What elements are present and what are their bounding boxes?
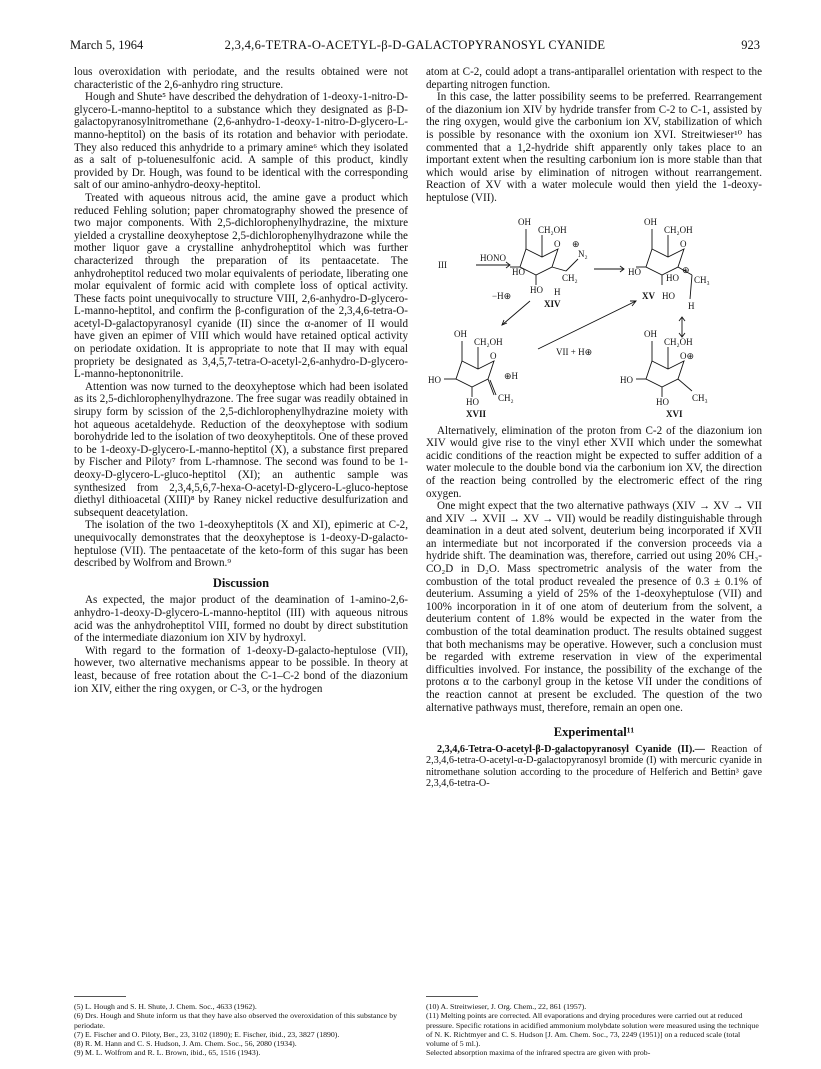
paragraph: One might expect that the two alternative pathways (XIV → XV → VII and XIV → XVII → XV → VII) would be readily distinguishable through deamination in a deut ated solvent, deuterium being incorporated if XVII an intermediate but not incorporated if the conversion proceeds via a hydride shift. The deamination was, therefore, carried out using 20% CH₃-CO₂D in D₂O. Mass spectrometric analysis of the water from the combustion of the total product revealed the presence of 0.3 ± 0.1% of deuterium. Assuming a yield of 25% of the 1-deoxyheptulose (VII) and 100% incorporation in it of one atom of deuterium from the solvent, a deuterium content of 1.8% would be expected in the water from the combustion of the total deamination product. The results obtained suggest that both mechanisms may be operative. However, such a conclusion must be regarded with extreme reservation in view of the experimental difficulties involved. For instance, the possibility of the exchange of the protons α to the carbonyl group in the ketose VII under the conditions of the reaction cannot at present be excluded. The question of the two alternative pathways must, therefore, remain an open one. — [426, 500, 762, 714]
paragraph: Hough and Shute⁵ have described the dehydration of 1-deoxy-1-nitro-D-glycero-L-manno-heptitol to a substance which they designated as β-D-galactopyranosylnitromethane (2,6-anhydro-1-deoxy-1-nitro-D-glycero-L-manno-heptitol) on the basis of its rotation and behavior with periodate. They also reduced this anhydride to a primary amine⁶ which they isolated as a salt of p-toluenesulfonic acid. A sample of this product, kindly provided by Dr. Hough, was found to be identical with the corresponding salt of our amino-anhydro-deoxy-heptitol. — [74, 91, 408, 192]
footnote: (9) M. L. Wolfrom and R. L. Brown, ibid., 65, 1516 (1943). — [74, 1048, 261, 1058]
paragraph: lous overoxidation with periodate, and the results obtained were not characteristic of the 2,6-anhydro ring structure. — [74, 66, 408, 91]
scheme-label: HO — [628, 266, 641, 277]
scheme-label: ⊕H — [504, 370, 519, 381]
compound-heading: 2,3,4,6-Tetra-O-acetyl-β-D-galactopyranosyl Cyanide (II).— — [437, 743, 705, 755]
scheme-label: OH — [518, 216, 531, 227]
reaction-scheme — [426, 209, 762, 421]
scheme-label: −H⊕ — [492, 290, 512, 301]
scheme-label: HO — [466, 396, 479, 407]
scheme-label: H — [688, 300, 695, 311]
page-number: 923 — [741, 38, 760, 52]
scheme-label: CH₂ — [562, 272, 578, 283]
footnote: Selected absorption maxima of the infrared spectra are given with prob- — [426, 1048, 651, 1058]
scheme-label: XV — [642, 290, 655, 301]
left-column — [74, 66, 408, 695]
scheme-label: O — [490, 350, 497, 361]
scheme-label: XVII — [466, 408, 487, 419]
scheme-label: OH — [454, 328, 467, 339]
scheme-label: HO — [666, 272, 679, 283]
footnote: (5) L. Hough and S. H. Shute, J. Chem. Soc., 4633 (1962). — [74, 1002, 257, 1011]
discussion-heading: Discussion — [212, 575, 270, 590]
scheme-label: HO — [530, 284, 543, 295]
scheme-label: CH₂OH — [474, 336, 503, 347]
footnote: (10) A. Streitwieser, J. Org. Chem., 22, 861 (1957). — [426, 1002, 587, 1011]
scheme-label: O — [554, 238, 561, 249]
header-title: 2,3,4,6-TETRA-O-ACETYL-β-D-GALACTOPYRANOSYL CYANIDE — [224, 38, 606, 52]
paragraph: In this case, the latter possibility seems to be preferred. Rearrangement of the diazonium ion XIV by hydride transfer from C-2 to C-1, assisted by the ring oxygen, would give the carbonium ion XV, stabilization of which is possible by resonance with the oxonium ion XVI. Streitwieser¹⁰ has commented that a 1,2-hydride shift apparently only takes place to an important extent when the resulting carbonium ion is more stable than that which would arise by elimination of nitrogen without rearrangement. Reaction of XV with a water molecule would then yield the 1-deoxy-heptulose (VII). — [426, 91, 762, 204]
footnote: (7) E. Fischer and O. Piloty, Ber., 23, 3102 (1890); E. Fischer, ibid., 23, 3827 (1890). — [74, 1029, 340, 1039]
footnotes-left — [74, 1002, 408, 1058]
scheme-label: CH₂OH — [664, 224, 693, 235]
scheme-drawing — [426, 209, 762, 421]
footnotes-right — [426, 1002, 762, 1058]
scheme-label: HO — [512, 266, 525, 277]
paragraph: As expected, the major product of the deamination of 1-amino-2,6-anhydro-1-deoxy-D-glycero-L-manno-heptitol (III) with aqueous nitrous acid was the anhydroheptitol VIII, formed no doubt by direct substitution of the intermediate diazonium ion XIV by hydroxyl. — [74, 594, 408, 645]
footnote: (11) Melting points are corrected. All evaporations and drying procedures were carried out at reduced pressure. Specific rotations in acidified ammonium molybdate solution were measured using the technique of N. K. Richtmyer and C. S. Hudson [J. Am. Chem. Soc., 73, 2249 (1951)] on a reduced scale (total volume of 5 ml.). — [426, 1011, 759, 1049]
paragraph: The isolation of the two 1-deoxyheptitols (X and XI), epimeric at C-2, unequivocally demonstrates that the deoxyheptose is 1-deoxy-D-galacto-heptulose (VII). The pentaacetate of the keto-form of this sugar has been described by Wolfrom and Brown.⁹ — [74, 519, 408, 570]
scheme-label: ⊕ — [572, 238, 580, 249]
paragraph: Treated with aqueous nitrous acid, the amine gave a product which reduced Fehling solution; paper chromatography showed the presence of two major components. With 2,5-dichlorophenylhydrazine, the mixture yielded a crystalline deoxyheptose 2,5-dichlorophenylhydrazone while the mother liquor gave a crystalline anhydroheptitol which was further characterized through the preparation of its pentaacetate. The anhydroheptitol reduced two molar equivalents of periodate, liberating one molar equivalent of formic acid with complete loss of optical activity. These facts point unequivocally to structure VIII, 2,6-anhydro-D-glycero-L-manno-heptitol, and confirm the β-configuration of the 2,3,4,6-tetra-O-acetyl-D-galactopyranosyl cyanide (II) since the α-anomer of II would have given an epimer of VIII which would have retained optical activity on periodate oxidation. It is appropriate to note that II may with equal propriety be designated as 3,4,5,7-tetra-O-acetyl-2,6-anhydro-D-glycero-L-manno-heptononitrile. — [74, 191, 408, 381]
paragraph: With regard to the formation of 1-deoxy-D-galacto-heptulose (VII), however, two alternative mechanisms appear to be possible. In theory at least, because of free rotation about the C-1–C-2 bond of the diazonium ion XIV, either the ring oxygen, or C-3, or the hydrogen — [74, 644, 408, 695]
running-header — [70, 38, 760, 54]
scheme-label: XIV — [544, 298, 561, 309]
scheme-label: HO — [656, 396, 669, 407]
scheme-label: OH — [644, 216, 657, 227]
scheme-label: HO — [428, 374, 441, 385]
paragraph: Attention was now turned to the deoxyheptose which had been isolated as its 2,5-dichlorophenylhydrazone. The free sugar was readily obtained in sirupy form by scission of the 2,5-dichlorophenylhydrazine moiety with hot aqueous acetaldehyde. Reduction of the deoxyheptose with sodium borohydride led to the isolation of two deoxyheptitols. One of these proved to be 1-deoxy-D-glycero-L-manno-heptitol (X), a substance first prepared by Fischer and Piloty⁷ from L-rhamnose. The second was found to be 1-deoxy-D-glycero-L-gluco-heptitol (XI); an authentic sample was synthesized from 2,3,4,5,6,7-hexa-O-acetyl-D-glycero-L-gluco-heptose diethyl dithioacetal (XIII)⁸ by Raney nickel reductive desulfurization and subsequent deacetylation. — [74, 380, 408, 519]
scheme-label: HONO — [480, 252, 506, 263]
scheme-label: O⊕ — [680, 350, 695, 361]
scheme-label: O — [680, 238, 687, 249]
scheme-label: CH₃ — [694, 274, 710, 285]
header-date: March 5, 1964 — [70, 38, 144, 52]
scheme-label: HO — [620, 374, 633, 385]
scheme-label: H — [554, 286, 561, 297]
scheme-label: XVI — [666, 408, 683, 419]
scheme-label: VII + H⊕ — [556, 346, 593, 357]
scheme-label: CH₂OH — [538, 224, 567, 235]
scheme-label: HO — [662, 290, 675, 301]
paragraph: Reaction of 2,3,4,6-tetra-O-acetyl-α-D-galactopyranosyl bromide (I) with mercuric cyanide in nitromethane solution according to the procedure of Helferich and Bettin³ gave 2,3,4,6-tetra-O- — [426, 743, 763, 789]
paragraph: atom at C-2, could adopt a trans-antiparallel orientation with respect to the departing nitrogen function. — [426, 66, 762, 91]
experimental-heading: Experimental¹¹ — [553, 725, 635, 740]
footnote: (6) Drs. Hough and Shute inform us that they have also observed the overoxidation of this substance by periodate. — [74, 1011, 398, 1030]
scheme-label: CH₃ — [692, 392, 708, 403]
scheme-label: CH₂ — [498, 392, 514, 403]
right-column — [426, 66, 762, 789]
footnote-rule — [74, 996, 126, 997]
scheme-label: OH — [644, 328, 657, 339]
scheme-label: N₂ — [578, 248, 588, 259]
scheme-label: III — [438, 259, 447, 270]
scheme-label: ⊕ — [682, 264, 690, 275]
scheme-label: CH₂OH — [664, 336, 693, 347]
footnote-rule — [426, 996, 478, 997]
paragraph: Alternatively, elimination of the proton from C-2 of the diazonium ion XIV would give rise to the vinyl ether XVII which under the somewhat acidic conditions of the reaction might be expected to suffer addition of a water molecule to the double bond via the carbonium ion XV, the direction of the reaction being controlled by the electromeric effect of the ring oxygen. — [426, 424, 762, 500]
footnote: (8) R. M. Hann and C. S. Hudson, J. Am. Chem. Soc., 56, 2080 (1934). — [74, 1039, 297, 1049]
